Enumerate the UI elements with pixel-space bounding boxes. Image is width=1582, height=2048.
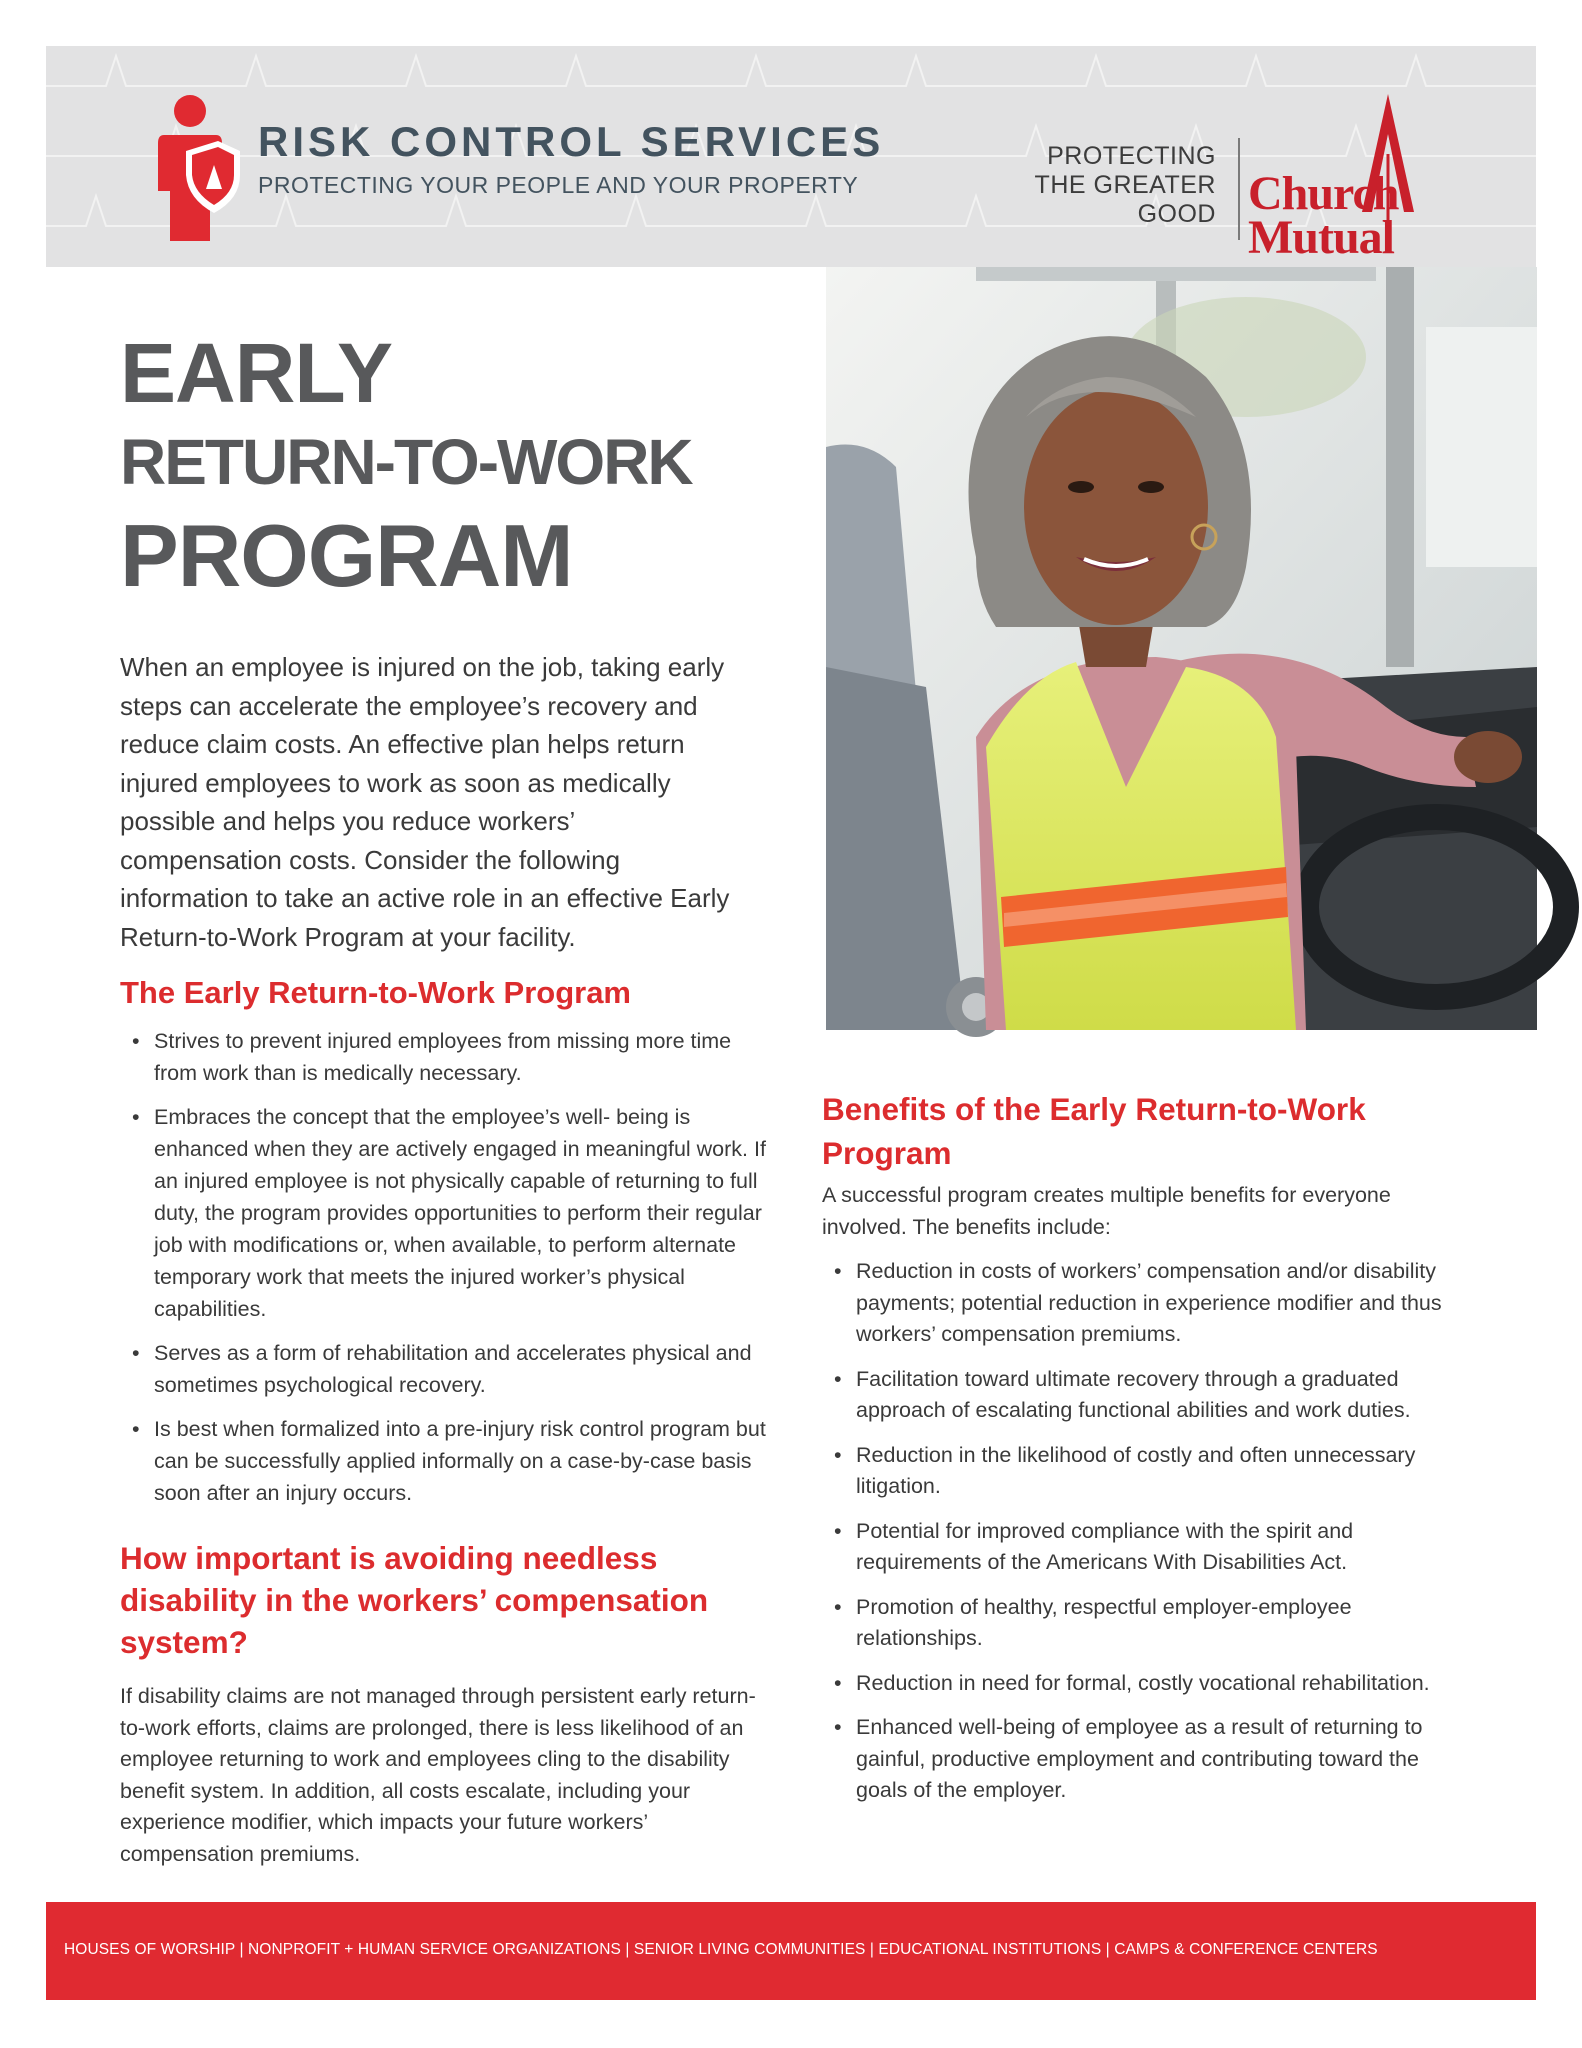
list-item: • Reduction in the likelihood of costly and often unnecessary litigation. — [822, 1440, 1462, 1503]
intro-paragraph: When an employee is injured on the job, taking early steps can accelerate the employee’s recovery and reduce claim costs. An effective plan helps return injured employees to work as soon as medically possible and helps you reduce workers’ compensation costs. Consider the following information to take an active role in an effective Early Return-to-Work Program at your facility. — [120, 652, 730, 952]
list-item: • Reduction in need for formal, costly vocational rehabilitation. — [822, 1668, 1462, 1700]
program-list — [120, 1025, 780, 1521]
benefits-intro: A successful program creates multiple benefits for everyone involved. The benefits include: — [822, 1183, 1391, 1239]
program-heading: The Early Return-to-Work Program — [120, 975, 632, 1010]
benefits-heading: Benefits of the Early Return-to-Work Program — [822, 1091, 1366, 1171]
tagline-line-2: THE GREATER — [1034, 171, 1216, 199]
tagline-line-3: GOOD — [1137, 200, 1216, 228]
brand-title: RISK CONTROL SERVICES — [258, 118, 885, 165]
list-item: • Promotion of healthy, respectful employer-employee relationships. — [822, 1592, 1462, 1655]
header-banner — [46, 46, 1536, 267]
disability-paragraph: If disability claims are not managed through persistent early return-to-work efforts, claims are prolonged, there is less likelihood of an employee returning to work and employees cling to the disability benefit system. In addition, all costs escalate, including your experience modifier, which impacts your future workers’ compensation premiums. — [120, 1684, 756, 1866]
list-item: • Embraces the concept that the employee’s well- being is enhanced when they are actively engaged in meaningful work. If an injured employee is not physically capable of returning to full duty, the program provides opportunities to perform their regular job with modifications or, when available, to perform alternate temporary work that meets the injured worker’s physical capabilities. — [120, 1101, 780, 1325]
company-name-line-1: Church — [1248, 167, 1399, 220]
list-item: • Serves as a form of rehabilitation and accelerates physical and sometimes psychological recovery. — [120, 1337, 780, 1401]
list-item: • Reduction in costs of workers’ compensation and/or disability payments; potential reduction in experience modifier and thus workers’ compensation premiums. — [822, 1256, 1462, 1351]
benefits-list — [822, 1256, 1462, 1820]
list-item: • Is best when formalized into a pre-injury risk control program but can be successfully applied informally on a case-by-case basis soon after an injury occurs. — [120, 1413, 780, 1509]
list-item: • Potential for improved compliance with the spirit and requirements of the Americans With Disabilities Act. — [822, 1516, 1462, 1579]
risk-control-person-shield-icon — [156, 91, 242, 241]
disability-heading: How important is avoiding needless disability in the workers’ compensation system? — [120, 1540, 709, 1660]
footer-banner — [46, 1902, 1536, 2000]
list-item: • Strives to prevent injured employees from missing more time from work than is medically necessary. — [120, 1025, 780, 1089]
footer-text: HOUSES OF WORSHIP | NONPROFIT + HUMAN SERVICE ORGANIZATIONS | SENIOR LIVING COMMUNITIES | EDUCATIONAL INSTITUTIONS | CAMPS & CONFERENCE CENTERS — [64, 1941, 1378, 1958]
tagline — [1035, 142, 1216, 229]
title-line-3: PROGRAM — [120, 506, 573, 605]
title-line-1: EARLY — [120, 326, 392, 420]
bus-driver-photo — [826, 267, 1537, 1030]
list-item: • Enhanced well-being of employee as a result of returning to gainful, productive employment and contributing toward the goals of the employer. — [822, 1712, 1462, 1807]
church-mutual-logo — [1248, 94, 1420, 264]
photo-illustration — [826, 267, 1537, 1030]
title-line-2: RETURN-TO-WORK — [120, 426, 692, 498]
tagline-line-1: PROTECTING — [1047, 142, 1216, 170]
list-item: • Facilitation toward ultimate recovery through a graduated approach of escalating functional abilities and work duties. — [822, 1364, 1462, 1427]
brand-subtitle: PROTECTING YOUR PEOPLE AND YOUR PROPERTY — [258, 172, 859, 198]
header-divider — [1238, 138, 1240, 240]
company-name-line-2: Mutual — [1248, 211, 1395, 264]
